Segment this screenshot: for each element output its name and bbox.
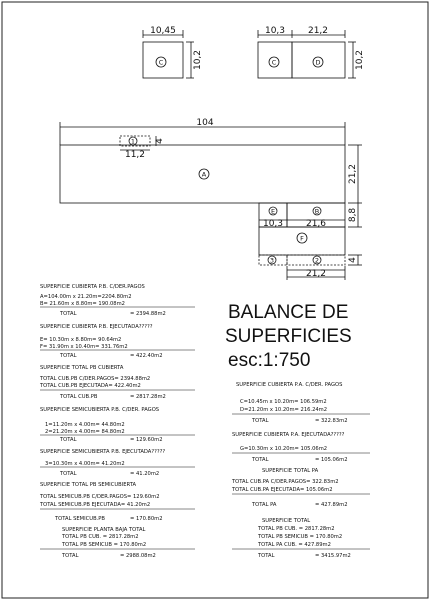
r3-line-1: TOTAL CUB.PA C/DER.PAGOS= 322.83m2 bbox=[232, 479, 339, 485]
s7-line-2: TOTAL PB SEMICUB = 170.80m2 bbox=[62, 542, 147, 548]
s1-total-value: = 2394.88m2 bbox=[130, 311, 166, 317]
r2-total-label: TOTAL bbox=[252, 457, 269, 463]
s2-total-label: TOTAL bbox=[60, 353, 77, 359]
r2-line-1: G=10.30m x 10.20m= 105.06m2 bbox=[240, 446, 328, 452]
r4-line-1: TOTAL PB CUB. = 2817.28m2 bbox=[258, 526, 335, 532]
dim-1-height: 4 bbox=[155, 138, 165, 144]
label-1: 1 bbox=[130, 137, 136, 146]
r4-line-2: TOTAL PB SEMICUB = 170.80m2 bbox=[258, 534, 343, 540]
s1-line-2: B= 21.60m x 8.80m= 190.08m2 bbox=[40, 301, 125, 307]
s6-total-label: TOTAL SEMICUB.PB bbox=[55, 516, 105, 522]
dim-c-height: 10,2 bbox=[193, 49, 203, 71]
dim-bottom-width: 21,2 bbox=[305, 269, 327, 279]
s3-title: SUPERFICIE TOTAL PB CUBIERTA bbox=[40, 365, 124, 371]
label-d: D bbox=[315, 58, 321, 67]
dim-cd-left: 10,3 bbox=[264, 26, 286, 36]
r3-title: SUPERFICIE TOTAL PA bbox=[262, 468, 319, 474]
r4-title: SUPERFICIE TOTAL bbox=[262, 518, 311, 524]
r2-title: SUPERFICIE CUBIERTA P.A. EJECUTADA????? bbox=[232, 432, 345, 438]
right-area-table bbox=[231, 382, 370, 559]
s2-line-1: E= 10.30m x 8.80m= 90.64m2 bbox=[40, 337, 122, 343]
s2-line-2: F= 31.90m x 10.40m= 331.76m2 bbox=[40, 344, 128, 350]
s3-total-value: = 2817.28m2 bbox=[130, 394, 166, 400]
r4-line-3: TOTAL PA CUB. = 427.89m2 bbox=[258, 542, 331, 548]
s6-line-1: TOTAL SEMICUB.PB C/DER.PAGOS= 129.60m2 bbox=[40, 494, 160, 500]
s4-line-2: 2=21.20m x 4.00m= 84.80m2 bbox=[45, 429, 125, 435]
sheet-frame bbox=[2, 2, 428, 598]
label-c: C bbox=[158, 58, 164, 67]
s4-line-1: 1=11.20m x 4.00m= 44.80m2 bbox=[45, 422, 125, 428]
dim-right-lower: 8,8 bbox=[348, 207, 358, 223]
s4-total-label: TOTAL bbox=[60, 437, 77, 443]
s5-line-1: 3=10.30m x 4.00m= 41.20m2 bbox=[45, 461, 125, 467]
s4-total-value: = 129.60m2 bbox=[130, 437, 163, 443]
r2-total-value: = 105.06m2 bbox=[315, 457, 348, 463]
s3-line-2: TOTAL CUB.PB EJECUTADA= 422.40m2 bbox=[40, 383, 141, 389]
dim-c-width: 10,45 bbox=[150, 26, 176, 36]
s5-total-value: = 41.20m2 bbox=[130, 471, 160, 477]
s6-title: SUPERFICIE TOTAL PB SEMICUBIERTA bbox=[40, 482, 137, 488]
label-e: E bbox=[270, 207, 276, 216]
s4-title: SUPERFICIE SEMICUBIERTA P.B. C/DER. PAGOS bbox=[40, 407, 160, 413]
dim-e-width: 10,3 bbox=[262, 219, 284, 229]
s2-title: SUPERFICIE CUBIERTA P.B. EJECUTADA????? bbox=[40, 324, 153, 330]
r3-total-value: = 427.89m2 bbox=[315, 502, 348, 508]
label-3: 3 bbox=[269, 256, 275, 265]
s1-total-label: TOTAL bbox=[60, 311, 77, 317]
r1-line-1: C=10.45m x 10.20m= 106.59m2 bbox=[240, 399, 327, 405]
title-line-1: BALANCE DE bbox=[228, 302, 349, 323]
s7-total-label: TOTAL bbox=[62, 553, 79, 559]
dim-top-total: 104 bbox=[196, 118, 214, 128]
title-line-3: esc:1:750 bbox=[228, 350, 311, 371]
s7-line-1: TOTAL PB CUB. = 2817.28m2 bbox=[62, 534, 139, 540]
s1-line-1: A=104.00m x 21.20m=2204.80m2 bbox=[40, 294, 132, 300]
r4-total-label: TOTAL bbox=[258, 553, 275, 559]
r3-total-label: TOTAL PA bbox=[252, 502, 277, 508]
r1-total-label: TOTAL bbox=[252, 418, 269, 424]
dim-1-width: 11,2 bbox=[124, 150, 146, 160]
block-c bbox=[143, 30, 194, 78]
r1-title: SUPERFICIE CUBIERTA P.A. C/DER. PAGOS bbox=[236, 382, 343, 388]
dim-d-height: 10,2 bbox=[355, 49, 365, 71]
dim-bottom-right: 4 bbox=[348, 257, 358, 263]
s6-total-value: = 170.80m2 bbox=[130, 516, 163, 522]
s3-total-label: TOTAL CUB.PB bbox=[60, 394, 98, 400]
r1-line-2: D=21.20m x 10.20m= 216.24m2 bbox=[240, 407, 328, 413]
s2-total-value: = 422.40m2 bbox=[130, 353, 163, 359]
r4-total-value: = 3415.97m2 bbox=[315, 553, 351, 559]
dim-cd-right: 21,2 bbox=[307, 26, 329, 36]
block-d bbox=[258, 30, 356, 78]
label-a: A bbox=[201, 170, 207, 179]
left-area-table bbox=[39, 284, 195, 559]
r3-line-2: TOTAL CUB.PA EJECUTADA= 105.06m2 bbox=[232, 487, 333, 493]
title-line-2: SUPERFICIES bbox=[225, 326, 352, 347]
s7-title: SUPERFICIE PLANTA BAJA TOTAL bbox=[62, 527, 146, 533]
s3-line-1: TOTAL CUB.PB C/DER.PAGOS= 2394.88m2 bbox=[40, 376, 151, 382]
s5-title: SUPERFICIE SEMICUBIERTA P.B. EJECUTADA????? bbox=[40, 449, 166, 455]
dim-right-upper: 21,2 bbox=[348, 163, 358, 185]
label-f: F bbox=[300, 234, 304, 243]
label-2: 2 bbox=[314, 256, 320, 265]
s6-line-2: TOTAL SEMICUB.PB EJECUTADA= 41.20m2 bbox=[40, 502, 151, 508]
label-c-2: C bbox=[271, 58, 277, 67]
s1-title: SUPERFICIE CUBIERTA P.B. C/DER.PAGOS bbox=[40, 284, 145, 290]
r1-total-value: = 322.83m2 bbox=[315, 418, 348, 424]
label-b: B bbox=[314, 207, 320, 216]
s5-total-label: TOTAL bbox=[60, 471, 77, 477]
s7-total-value: = 2988.08m2 bbox=[120, 553, 156, 559]
dim-2-width: 21,6 bbox=[305, 219, 327, 229]
